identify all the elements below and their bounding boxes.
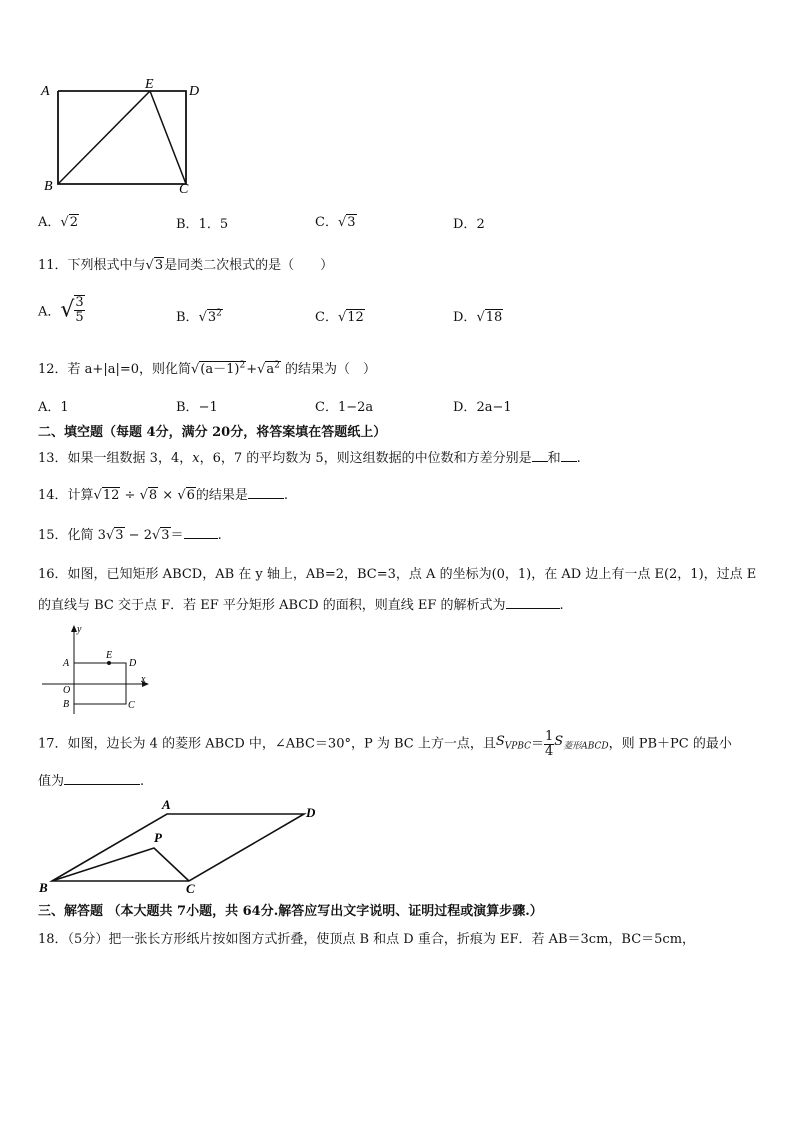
q11-option-d: D．√18 xyxy=(453,310,503,325)
q11-option-c: C．√12 xyxy=(315,310,364,325)
q18-stem: 18．（5分）把一张长方形纸片按如图方式折叠，使顶点 B 和点 D 重合，折痕为 EF．若 AB＝3cm，BC＝5cm， xyxy=(38,932,696,947)
section-2-heading: 二、填空题（每题 4分，满分 20分，将答案填在答题纸上） xyxy=(38,425,387,440)
q17-line2: 值为 . xyxy=(38,774,145,789)
label-D: D xyxy=(189,84,200,99)
label-D: D xyxy=(306,805,316,820)
q12-option-a: A．1 xyxy=(38,400,69,415)
axis-label-y: y xyxy=(77,624,82,635)
label-D: D xyxy=(129,658,137,669)
label-C: C xyxy=(179,182,189,197)
label-C: C xyxy=(186,881,195,895)
rectangle-figure-q10 xyxy=(36,76,206,198)
q10-option-c: C．√3 xyxy=(315,215,356,230)
q16-line2: 的直线与 BC 交于点 F．若 EF 平分矩形 ABCD 的面积，则直线 EF 的解析式为 . xyxy=(38,598,564,613)
label-O: O xyxy=(63,685,71,696)
label-A: A xyxy=(162,797,171,812)
rhombus-figure-q17 xyxy=(36,795,326,895)
q10-option-a: A．√2 xyxy=(38,215,78,230)
q13-stem: 13．如果一组数据 3，4，x，6，7 的平均数为 5，则这组数据的中位数和方差分别是 和 . xyxy=(38,451,581,466)
section-3-heading: 三、解答题 （本大题共 7小题，共 64分.解答应写出文字说明、证明过程或演算步骤.） xyxy=(38,904,543,919)
label-E: E xyxy=(145,77,154,92)
q14-stem: 14．计算√12 ÷ √8 × √6的结果是 . xyxy=(38,488,289,503)
q11-option-a: A．√ $\frac{3}{5}$ xyxy=(38,295,84,325)
coordinate-figure-q16 xyxy=(40,622,152,718)
q10-option-b: B．1．5 xyxy=(176,217,229,232)
q12-option-c: C．1−2a xyxy=(315,400,374,415)
label-P: P xyxy=(154,830,162,845)
q12-option-d: D．2a−1 xyxy=(453,400,512,415)
label-C: C xyxy=(128,700,135,711)
label-E: E xyxy=(106,650,113,661)
q10-option-d: D．2 xyxy=(453,217,485,232)
axis-label-x: x xyxy=(141,674,146,685)
label-A: A xyxy=(41,84,50,99)
q16-line1: 16．如图，已知矩形 ABCD，AB 在 y 轴上，AB=2，BC=3，点 A 的坐标为(0，1)，在 AD 边上有一点 E(2，1)，过点 E xyxy=(38,567,757,582)
q15-stem: 15．化简 3√3 − 2√3＝ . xyxy=(38,528,222,543)
q12-stem: 12．若 a+|a|=0，则化简$√(a-1)^2+√a^2$ 的结果为（ ） xyxy=(38,360,377,377)
label-B: B xyxy=(63,699,70,710)
q17-stem: 17．如图，边长为 4 的菱形 ABCD 中，∠ABC＝30°，P 为 BC 上方一点，且$S_{VPBC}=$ $\frac{1}{4}$ $S_{菱形ABCD}$，则 PB＋PC 的最小 xyxy=(38,729,732,759)
q11-option-b: B．$√3^2$ xyxy=(176,308,222,325)
label-A: A xyxy=(63,658,70,669)
label-B: B xyxy=(44,179,53,194)
q12-option-b: B．−1 xyxy=(176,400,218,415)
q11-stem: 11．下列根式中与√3是同类二次根式的是（ ） xyxy=(38,258,334,273)
label-B: B xyxy=(39,880,48,895)
